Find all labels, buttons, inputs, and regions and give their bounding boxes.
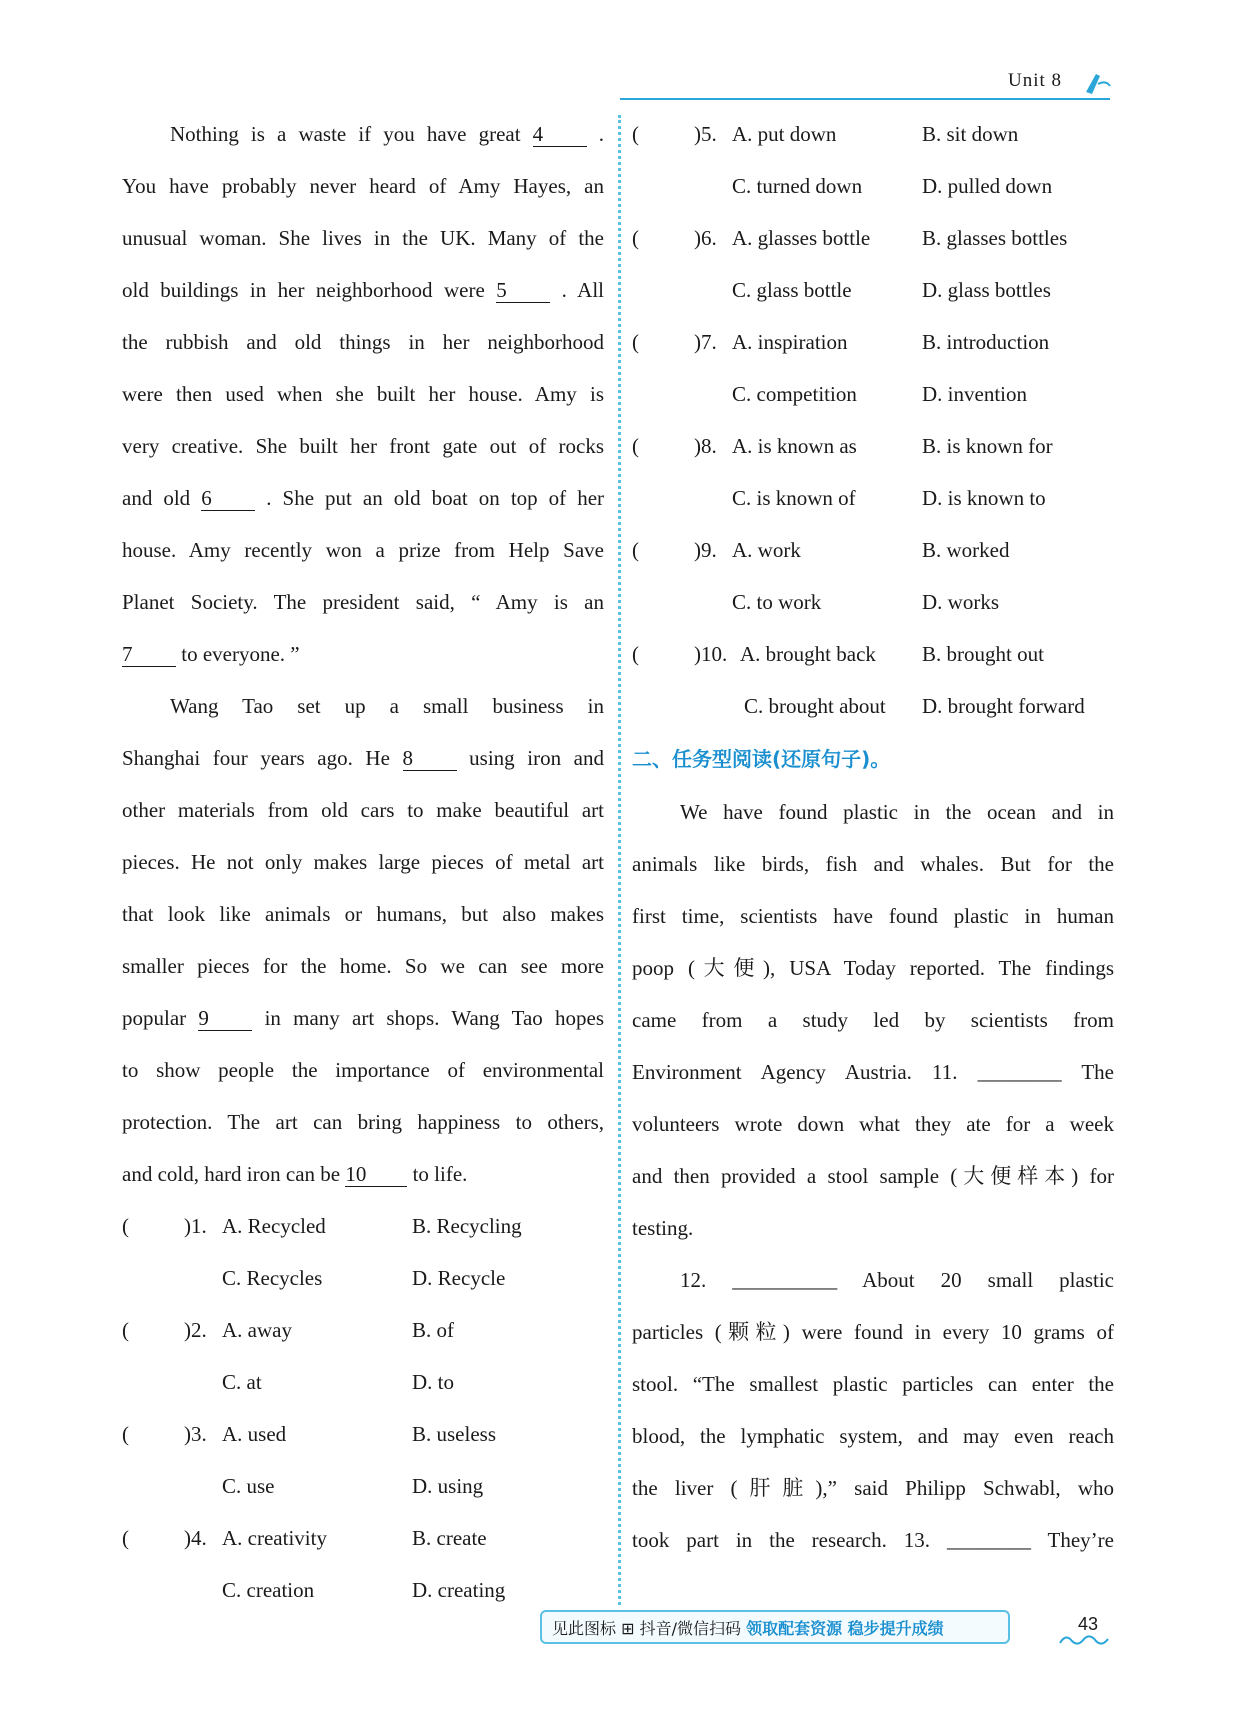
passage-line: [122, 420, 604, 472]
answer-paren[interactable]: (: [632, 434, 639, 458]
question-row: [632, 524, 1114, 576]
option-c: C. creation: [222, 1578, 315, 1602]
line-text: .: [598, 122, 604, 146]
question-row: [632, 316, 1114, 368]
option-a: A. put down: [732, 122, 837, 146]
line-text: and cold, hard iron can be: [122, 1162, 341, 1186]
question-row: [122, 1408, 604, 1460]
passage-1: [122, 108, 604, 1200]
question-number: )7.: [694, 330, 717, 354]
footer-text: 见此图标 ⊞ 抖音/微信扫码: [552, 1619, 741, 1638]
option-b: B. useless: [412, 1422, 496, 1446]
question-number: )1.: [184, 1214, 207, 1238]
option-c: C. to work: [732, 590, 822, 614]
passage-line: [122, 680, 604, 732]
line-text: protection. The art can bring happiness to others,: [122, 1110, 604, 1134]
question-row: [632, 160, 1114, 212]
passage-line: animals like birds, fish and whales. But for the: [632, 852, 1114, 876]
passage-line: [122, 992, 604, 1044]
line-text: . She put an old boat on top of her: [266, 486, 604, 510]
answer-paren[interactable]: (: [122, 1214, 129, 1238]
passage-line: [122, 1096, 604, 1148]
line-text: Wang Tao set up a small business in: [170, 694, 604, 718]
answer-blank[interactable]: 5: [496, 278, 550, 303]
questions-right: [632, 108, 1114, 732]
option-d: D. brought forward: [922, 694, 1085, 718]
answer-paren[interactable]: (: [632, 538, 639, 562]
answer-paren[interactable]: (: [632, 642, 639, 666]
line-text: were then used when she built her house. Amy is: [122, 382, 604, 406]
option-a: A. inspiration: [732, 330, 848, 354]
pen-icon: [1082, 70, 1112, 96]
question-number: )4.: [184, 1526, 207, 1550]
option-b: B. of: [412, 1318, 454, 1342]
line-text: unusual woman. She lives in the UK. Many of the: [122, 226, 604, 250]
answer-blank[interactable]: 4: [533, 122, 587, 147]
question-row: [632, 368, 1114, 420]
question-number: )9.: [694, 538, 717, 562]
option-d: D. creating: [412, 1578, 506, 1602]
passage-line: first time, scientists have found plastic in human: [632, 904, 1114, 928]
passage-line: [122, 524, 604, 576]
column-divider: [618, 115, 621, 1605]
passage-line: [122, 1148, 604, 1200]
line-text: pieces. He not only makes large pieces of metal art: [122, 850, 604, 874]
question-row: [122, 1252, 604, 1304]
answer-paren[interactable]: (: [122, 1318, 129, 1342]
answer-blank[interactable]: 10: [345, 1162, 407, 1187]
question-row: [632, 108, 1114, 160]
question-number: )8.: [694, 434, 717, 458]
option-c: C. use: [222, 1474, 275, 1498]
line-text: You have probably never heard of Amy Hayes, an: [122, 174, 604, 198]
questions-left: [122, 1200, 604, 1616]
answer-blank[interactable]: 7: [122, 642, 176, 667]
line-text: Planet Society. The president said, “ Amy is an: [122, 590, 604, 614]
line-text: house. Amy recently won a prize from Help Save: [122, 538, 604, 562]
option-a: A. is known as: [732, 434, 857, 458]
option-a: A. brought back: [740, 642, 876, 666]
passage-2: [632, 786, 1114, 1566]
question-number: )5.: [694, 122, 717, 146]
line-text: Shanghai four years ago. He: [122, 746, 390, 770]
question-row: [632, 212, 1114, 264]
option-c: C. Recycles: [222, 1266, 323, 1290]
passage-line: stool. “The smallest plastic particles can enter the: [632, 1372, 1114, 1396]
passage-line: [122, 628, 604, 680]
line-text: other materials from old cars to make beautiful art: [122, 798, 604, 822]
passage-line: [122, 836, 604, 888]
option-d: D. Recycle: [412, 1266, 506, 1290]
line-text: and old: [122, 486, 191, 510]
question-row: [632, 264, 1114, 316]
option-d: D. is known to: [922, 486, 1046, 510]
question-row: [122, 1304, 604, 1356]
passage-line: came from a study led by scientists from: [632, 1008, 1114, 1032]
line-text: to life.: [412, 1162, 468, 1186]
passage-line: particles (颗粒) were found in every 10 grams of: [632, 1320, 1114, 1344]
passage-line: blood, the lymphatic system, and may even reach: [632, 1424, 1114, 1448]
line-text: popular: [122, 1006, 187, 1030]
passage-line: We have found plastic in the ocean and in: [680, 800, 1114, 824]
wave-icon: [1058, 1633, 1110, 1647]
footer-highlight: 领取配套资源 稳步提升成绩: [746, 1619, 944, 1638]
passage-line: [122, 940, 604, 992]
question-row: [122, 1200, 604, 1252]
left-column: [122, 108, 604, 1616]
passage-line: [122, 472, 604, 524]
passage-line: [122, 160, 604, 212]
answer-paren[interactable]: (: [632, 330, 639, 354]
question-row: [122, 1356, 604, 1408]
answer-blank[interactable]: 6: [201, 486, 255, 511]
question-row: [632, 420, 1114, 472]
line-text: very creative. She built her front gate out of rocks: [122, 434, 604, 458]
option-d: D. invention: [922, 382, 1027, 406]
passage-line: testing.: [632, 1216, 694, 1240]
line-text: in many art shops. Wang Tao hopes: [264, 1006, 604, 1030]
option-a: A. used: [222, 1422, 287, 1446]
page-header: [0, 0, 1235, 110]
line-text: to show people the importance of environmental: [122, 1058, 604, 1082]
option-c: C. competition: [732, 382, 857, 406]
option-b: B. introduction: [922, 330, 1050, 354]
passage-line: [122, 784, 604, 836]
unit-label: Unit 8: [1008, 70, 1063, 91]
answer-paren[interactable]: (: [122, 1422, 129, 1446]
option-a: A. Recycled: [222, 1214, 326, 1238]
option-b: B. create: [412, 1526, 487, 1550]
question-row: [122, 1564, 604, 1616]
question-row: [632, 628, 1114, 680]
answer-blank[interactable]: 8: [403, 746, 457, 771]
passage-line: 12. __________ About 20 small plastic: [680, 1268, 1114, 1292]
option-c: C. brought about: [744, 694, 886, 718]
passage-line: [122, 732, 604, 784]
option-b: B. brought out: [922, 642, 1044, 666]
option-d: D. using: [412, 1474, 484, 1498]
question-number: )10.: [694, 642, 728, 666]
header-rule: [620, 98, 1110, 100]
option-c: C. is known of: [732, 486, 856, 510]
passage-line: [122, 108, 604, 160]
question-row: [632, 576, 1114, 628]
option-c: C. glass bottle: [732, 278, 852, 302]
option-b: B. glasses bottles: [922, 226, 1068, 250]
question-number: )6.: [694, 226, 717, 250]
right-column: [632, 108, 1114, 1566]
option-c: C. turned down: [732, 174, 863, 198]
option-b: B. Recycling: [412, 1214, 522, 1238]
question-row: [122, 1512, 604, 1564]
option-d: D. to: [412, 1370, 454, 1394]
passage-line: the liver (肝脏),” said Philipp Schwabl, who: [632, 1476, 1114, 1500]
option-d: D. works: [922, 590, 999, 614]
option-a: A. work: [732, 538, 801, 562]
answer-paren[interactable]: (: [632, 226, 639, 250]
answer-blank[interactable]: 9: [198, 1006, 252, 1031]
page-number: 43: [1078, 1614, 1099, 1634]
passage-line: poop (大便), USA Today reported. The findings: [632, 956, 1114, 980]
question-number: )2.: [184, 1318, 207, 1342]
passage-line: [122, 212, 604, 264]
passage-line: volunteers wrote down what they ate for a week: [632, 1112, 1114, 1136]
line-text: to everyone. ”: [181, 642, 300, 666]
passage-line: Environment Agency Austria. 11. ________ The: [632, 1060, 1114, 1084]
passage-line: [122, 316, 604, 368]
question-row: [632, 472, 1114, 524]
option-a: A. away: [222, 1318, 292, 1342]
passage-line: [122, 576, 604, 628]
passage-line: took part in the research. 13. ________ They’re: [632, 1528, 1114, 1552]
line-text: using iron and: [469, 746, 604, 770]
option-a: A. creativity: [222, 1526, 327, 1550]
question-row: [122, 1460, 604, 1512]
passage-line: [122, 888, 604, 940]
passage-line: [122, 1044, 604, 1096]
question-number: )3.: [184, 1422, 207, 1446]
answer-paren[interactable]: (: [122, 1526, 129, 1550]
option-b: B. sit down: [922, 122, 1019, 146]
section-2-title: 二、任务型阅读(还原句子)。: [632, 747, 891, 771]
option-b: B. is known for: [922, 434, 1053, 458]
passage-line: and then provided a stool sample (大便样本) for: [632, 1164, 1114, 1188]
passage-line: [122, 368, 604, 420]
option-c: C. at: [222, 1370, 262, 1394]
question-row: [632, 680, 1114, 732]
line-text: that look like animals or humans, but also makes: [122, 902, 604, 926]
option-b: B. worked: [922, 538, 1010, 562]
option-d: D. glass bottles: [922, 278, 1051, 302]
option-a: A. glasses bottle: [732, 226, 871, 250]
line-text: smaller pieces for the home. So we can see more: [122, 954, 604, 978]
footer-banner: [540, 1610, 1010, 1644]
line-text: Nothing is a waste if you have great: [170, 122, 521, 146]
option-d: D. pulled down: [922, 174, 1053, 198]
line-text: the rubbish and old things in her neighborhood: [122, 330, 604, 354]
line-text: . All: [561, 278, 604, 302]
passage-line: [122, 264, 604, 316]
answer-paren[interactable]: (: [632, 122, 639, 146]
line-text: old buildings in her neighborhood were: [122, 278, 485, 302]
